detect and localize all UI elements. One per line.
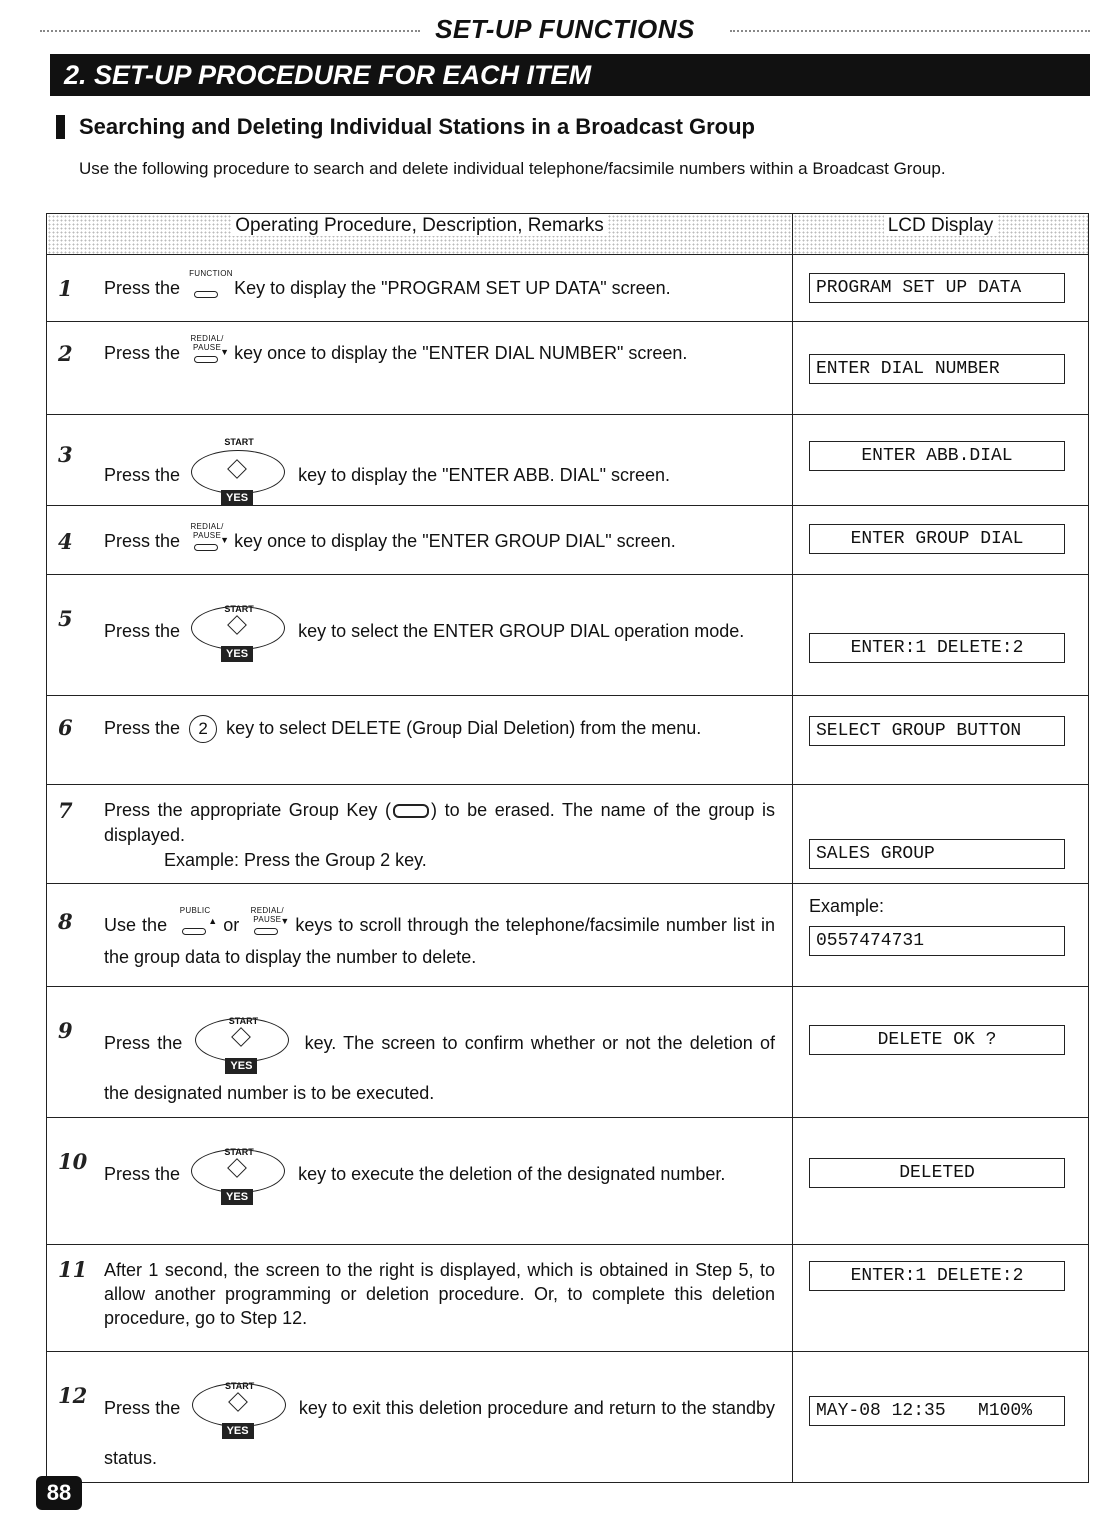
lcd-cell	[793, 415, 1089, 506]
heading-marker-icon	[56, 115, 65, 139]
step-number: 8	[58, 909, 73, 934]
step-1	[47, 255, 793, 322]
step-4	[47, 506, 793, 575]
lcd-cell	[793, 1352, 1089, 1483]
lcd-cell	[793, 1245, 1089, 1352]
start-yes-key-icon: START YES	[195, 1018, 291, 1070]
step-text: After 1 second, the screen to the right is displayed, which is obtained in Step 5, to allow another programming or deletion procedure. Or, to complete this deletion procedure, go to Step 12.	[104, 1260, 775, 1328]
lcd-display: ENTER:1 DELETE:2	[809, 1261, 1065, 1291]
step-text: Press the REDIAL/ PAUSE ▼ key once to display the "ENTER GROUP DIAL" screen.	[104, 529, 775, 554]
number-2-key-icon: 2	[189, 715, 217, 743]
lcd-cell	[793, 696, 1089, 785]
step-text: Press the 2 key to select DELETE (Group Dial Deletion) from the menu.	[104, 715, 775, 743]
page-number: 88	[36, 1476, 82, 1510]
step-text: Use the PUBLIC ▲ or REDIAL/ PAUSE ▼ keys to scroll through the telephone/facsimile number list in the group data to display the number to delete.	[104, 906, 775, 967]
step-3	[47, 415, 793, 506]
lcd-cell	[793, 255, 1089, 322]
step-number: 9	[58, 1018, 73, 1043]
table-row	[47, 575, 1089, 696]
procedure-table	[46, 213, 1089, 1483]
lcd-example-label: Example:	[809, 896, 885, 916]
table-row	[47, 1245, 1089, 1352]
dotted-rule-left	[40, 30, 420, 36]
lcd-display: DELETED	[809, 1158, 1065, 1188]
lcd-display: 0557474731	[809, 926, 1065, 956]
redial-pause-key-icon: REDIAL/ PAUSE ▼	[189, 343, 225, 365]
step-10	[47, 1118, 793, 1245]
lcd-display: ENTER DIAL NUMBER	[809, 354, 1065, 384]
lcd-cell	[793, 987, 1089, 1118]
chapter-title-text: SET-UP FUNCTIONS	[435, 14, 695, 44]
step-8	[47, 884, 793, 987]
table-row	[47, 696, 1089, 785]
table-row	[47, 884, 1089, 987]
step-text: Press the FUNCTION Key to display the "PROGRAM SET UP DATA" screen.	[104, 276, 775, 301]
step-text: Press the START YES key. The screen to confirm whether or not the deletion of the designated number is to be executed.	[104, 1016, 775, 1103]
step-number: 4	[58, 529, 73, 554]
redial-pause-key-icon: REDIAL/ PAUSE ▼	[189, 531, 225, 553]
step-11	[47, 1245, 793, 1352]
step-12	[47, 1352, 793, 1483]
step-number: 5	[58, 606, 73, 631]
start-yes-key-icon: START YES	[191, 606, 287, 658]
lcd-display: DELETE OK ?	[809, 1025, 1065, 1055]
step-9	[47, 987, 793, 1118]
lcd-display: SELECT GROUP BUTTON	[809, 716, 1065, 746]
step-number: 10	[58, 1149, 88, 1174]
step-text: Press the START YES key to exit this deletion procedure and return to the standby status.	[104, 1381, 775, 1468]
step-5	[47, 575, 793, 696]
step-7	[47, 785, 793, 884]
table-row	[47, 1352, 1089, 1483]
heading-text: Searching and Deleting Individual Stations in a Broadcast Group	[79, 114, 755, 139]
step-number: 12	[58, 1383, 88, 1408]
function-key-icon: FUNCTION	[189, 278, 225, 300]
column-header-procedure: Operating Procedure, Description, Remarks	[47, 214, 793, 255]
step-text: Press the appropriate Group Key ( ) to be erased. The name of the group is displayed. Example: Press the Group 2 key.	[104, 798, 775, 873]
lcd-cell	[793, 575, 1089, 696]
lcd-display: ENTER:1 DELETE:2	[809, 633, 1065, 663]
step-number: 1	[58, 276, 73, 301]
table-row	[47, 506, 1089, 575]
lcd-display: ENTER GROUP DIAL	[809, 524, 1065, 554]
lcd-display: SALES GROUP	[809, 839, 1065, 869]
lcd-cell	[793, 884, 1089, 987]
intro-paragraph: Use the following procedure to search and delete individual telephone/facsimile numbers within a Broadcast Group.	[79, 159, 946, 178]
procedure-heading	[56, 114, 755, 140]
lcd-display: ENTER ABB.DIAL	[809, 441, 1065, 471]
step-2	[47, 322, 793, 415]
group-key-icon	[393, 804, 429, 818]
lcd-display: PROGRAM SET UP DATA	[809, 273, 1065, 303]
step-text: Press the START YES key to display the "ENTER ABB. DIAL" screen.	[104, 437, 671, 504]
lcd-cell	[793, 506, 1089, 575]
step-number: 2	[58, 341, 73, 366]
table-row	[47, 987, 1089, 1118]
start-yes-key-icon: START YES	[192, 1383, 288, 1435]
start-yes-key-icon: START YES	[191, 1149, 287, 1201]
step-text: Press the REDIAL/ PAUSE ▼ key once to display the "ENTER DIAL NUMBER" screen.	[104, 341, 775, 366]
lcd-cell	[793, 322, 1089, 415]
dotted-rule-right	[730, 30, 1090, 36]
table-row	[47, 415, 1089, 506]
lcd-cell	[793, 785, 1089, 884]
step-number: 6	[58, 715, 73, 740]
start-yes-key-icon: START YES	[191, 450, 287, 502]
table-row	[47, 255, 1089, 322]
step-number: 7	[58, 798, 73, 823]
step-text: Press the START YES key to execute the deletion of the designated number.	[104, 1147, 726, 1203]
redial-pause-down-key-icon: REDIAL/ PAUSE ▼	[249, 915, 285, 937]
chapter-title	[40, 14, 1090, 48]
public-up-key-icon: PUBLIC ▲	[177, 915, 213, 937]
section-title-bar: 2. SET-UP PROCEDURE FOR EACH ITEM	[50, 54, 1090, 96]
step-text: Press the START YES key to select the ENTER GROUP DIAL operation mode.	[104, 604, 745, 660]
step-number: 3	[58, 442, 73, 467]
lcd-cell	[793, 1118, 1089, 1245]
step-number: 11	[58, 1257, 88, 1282]
step-example: Example: Press the Group 2 key.	[164, 850, 427, 870]
table-row	[47, 1118, 1089, 1245]
step-6	[47, 696, 793, 785]
table-header-row	[47, 214, 1089, 255]
table-row	[47, 322, 1089, 415]
lcd-display: MAY-08 12:35 M100%	[809, 1396, 1065, 1426]
table-row	[47, 785, 1089, 884]
column-header-lcd: LCD Display	[793, 214, 1089, 255]
